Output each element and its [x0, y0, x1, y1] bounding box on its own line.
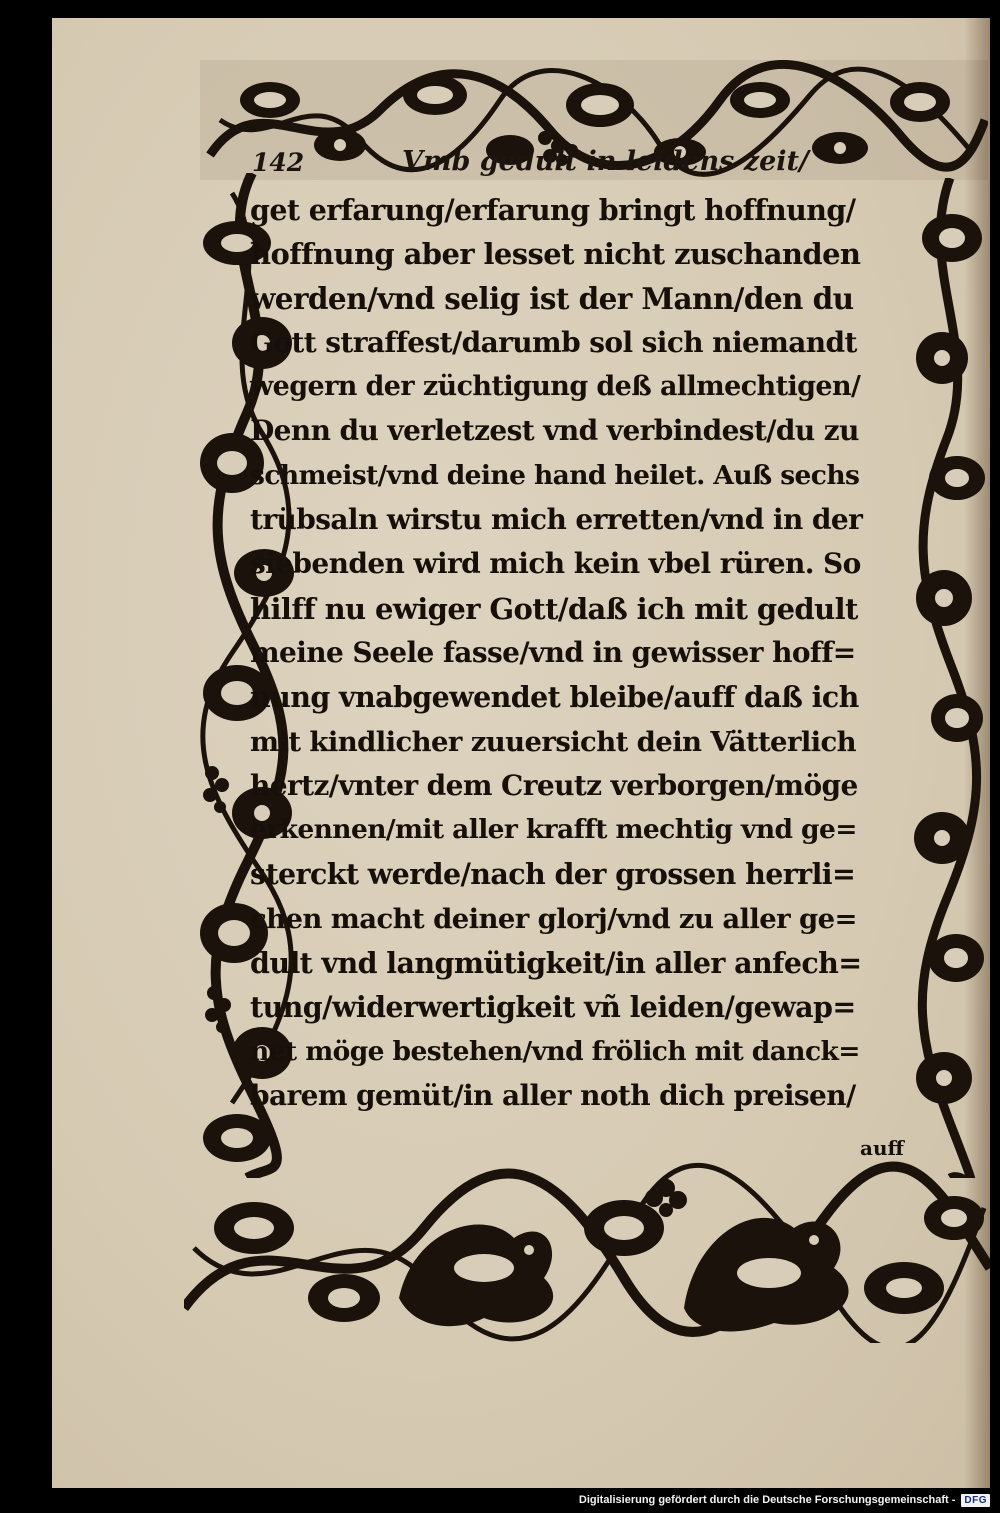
text-line: get erfarung/erfarung bringt hoffnung/: [250, 193, 856, 227]
text-line: chen macht deiner glorj/vnd zu aller ge=: [250, 902, 857, 935]
catchword: auff: [860, 1136, 904, 1160]
text-line: tung/widerwertigkeit vñ leiden/gewap=: [250, 990, 856, 1025]
text-line: hertz/vnter dem Creutz verborgen/möge: [250, 768, 858, 802]
text-line: trübsaln wirstu mich erretten/vnd in der: [250, 503, 863, 537]
credit-text: Digitalisierung gefördert durch die Deutsche Forschungsgemeinschaft -: [578, 1494, 956, 1506]
text-line: werden/vnd selig ist der Mann/den du: [250, 280, 854, 316]
text-line: sterckt werde/nach der grossen herrli=: [250, 857, 856, 892]
main-text: [250, 188, 862, 1118]
text-line: barem gemüt/in aller noth dich preisen/: [250, 1078, 856, 1112]
dfg-logo-icon: DFG: [961, 1494, 990, 1507]
text-line: Denn du verletzest vnd verbindest/du zu: [250, 414, 859, 448]
digitization-credit: [579, 1491, 990, 1509]
text-line: nung vnabgewendet bleibe/auff daß ich: [250, 680, 859, 715]
page-number: 142: [252, 148, 305, 177]
text-line: dult vnd langmütigkeit/in aller anfech=: [250, 946, 862, 981]
running-head-title: Vmb gedult in leidens zeit/: [402, 146, 809, 177]
text-line: siebenden wird mich kein vbel rüren. So: [250, 547, 861, 581]
running-head: [252, 142, 809, 184]
text-line: meine Seele fasse/vnd in gewisser hoff=: [250, 635, 856, 669]
text-line: mit kindlicher zuuersicht dein Vätterlich: [250, 725, 857, 758]
text-line: schmeist/vnd deine hand heilet. Auß sechs: [250, 459, 860, 491]
floral-border-right-icon: [912, 178, 990, 1178]
text-line: net möge bestehen/vnd frölich mit danck=: [250, 1035, 860, 1067]
text-line: wegern der züchtigung deß allmechtigen/: [250, 371, 861, 403]
animal-foliage-border-bottom-icon: [184, 1158, 990, 1343]
text-line: hilff nu ewiger Gott/daß ich mit gedult: [250, 591, 858, 626]
text-line: erkennen/mit aller krafft mechtig vnd ge=: [250, 814, 857, 846]
book-page: [52, 18, 990, 1488]
text-line: Gott straffest/darumb sol sich niemandt: [250, 325, 857, 359]
text-line: hoffnung aber lesset nicht zuschanden: [250, 237, 861, 272]
